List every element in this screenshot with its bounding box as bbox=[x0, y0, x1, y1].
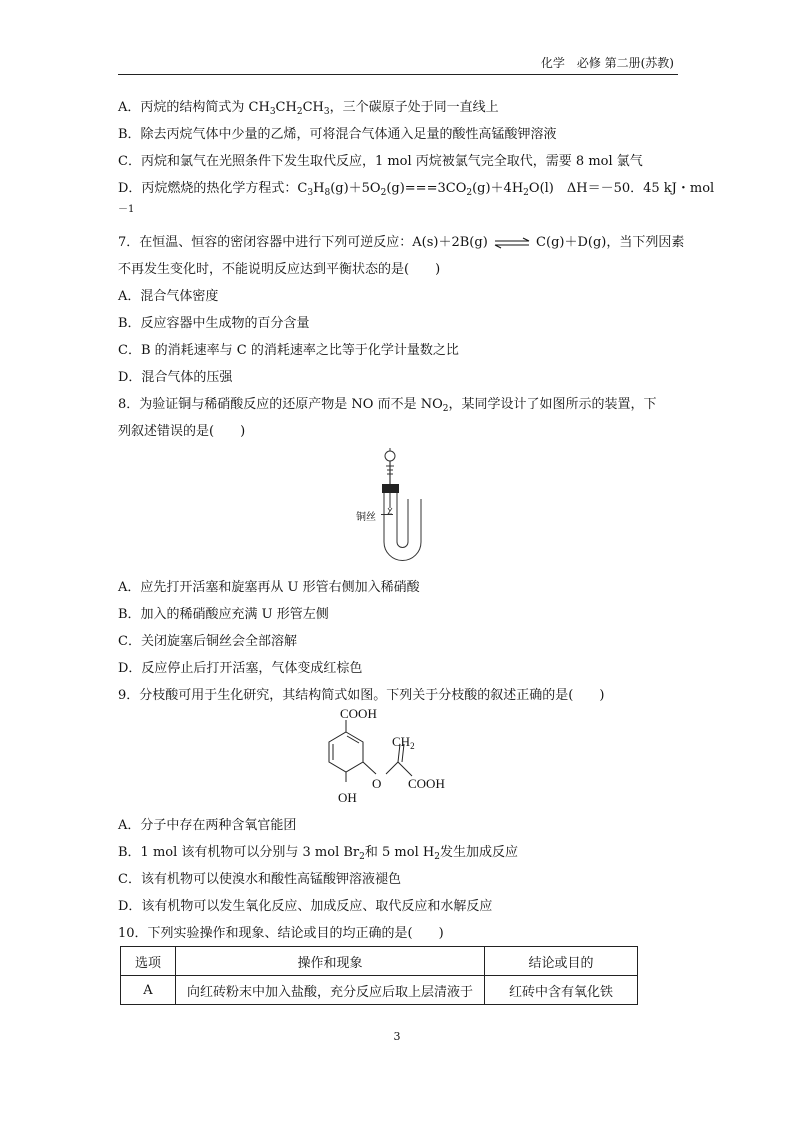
q6-a-text2: CH bbox=[275, 100, 297, 115]
q9-option-b bbox=[118, 841, 518, 862]
q8-stem-part1: 8．为验证铜与稀硝酸反应的还原产物是 NO 而不是 NO bbox=[118, 397, 443, 412]
q7-option-c: C．B 的消耗速率与 C 的消耗速率之比等于化学计量数之比 bbox=[118, 343, 459, 358]
q9-option-a: A．分子中存在两种含氧官能团 bbox=[118, 818, 297, 833]
table-cell: 向红砖粉末中加入盐酸，充分反应后取上层清液于 bbox=[176, 976, 485, 1005]
q7-option-b: B．反应容器中生成物的百分含量 bbox=[118, 316, 310, 331]
q6-d-t6: O(l) ΔH＝－50．45 kJ・mol bbox=[528, 181, 715, 196]
q6-d-t1: D．丙烷燃烧的热化学方程式：C bbox=[118, 181, 308, 196]
q6-option-c: C．丙烷和氯气在光照条件下发生取代反应，1 mol 丙烷被氯气完全取代，需要 8 mol 氯气 bbox=[118, 154, 643, 169]
q9-b-t2: 和 5 mol H bbox=[364, 845, 435, 860]
q6-d-t5: (g)＋4H bbox=[472, 181, 524, 196]
table-cell: A bbox=[121, 976, 176, 1005]
q8-stem-line2: 列叙述错误的是( ) bbox=[118, 424, 246, 439]
ch2-text: CH bbox=[392, 734, 411, 749]
q6-a-text4: ，三个碳原子处于同一直线上 bbox=[329, 100, 499, 115]
q7-stem-part2: C(g)＋D(g)，当下列因素 bbox=[536, 235, 685, 250]
table-header-cell: 操作和现象 bbox=[176, 947, 485, 976]
q6-d-t4: (g)===3CO bbox=[386, 181, 467, 196]
q9-b-s1: 2 bbox=[359, 852, 365, 862]
q9-option-c: C．该有机物可以使溴水和酸性高锰酸钾溶液褪色 bbox=[118, 872, 401, 887]
q6-option-d-continued: －1 bbox=[118, 204, 135, 215]
q6-a-text1: A．丙烷的结构简式为 CH bbox=[118, 100, 270, 115]
q6-d-s3: 2 bbox=[380, 188, 387, 198]
ch2-label bbox=[392, 734, 415, 751]
q6-a-sub3: 3 bbox=[323, 107, 330, 117]
q9-stem: 9．分枝酸可用于生化研究，其结构简式如图。下列关于分枝酸的叙述正确的是( ) bbox=[118, 688, 605, 703]
q6-a-sub1: 3 bbox=[269, 107, 276, 117]
q8-option-b: B．加入的稀硝酸应充满 U 形管左侧 bbox=[118, 607, 329, 622]
q7-stem-part1: 7．在恒温、恒容的密闭容器中进行下列可逆反应：A(s)＋2B(g) bbox=[118, 235, 488, 250]
q8-stem-line1 bbox=[118, 393, 656, 414]
q6-d-s5: 2 bbox=[523, 188, 529, 198]
table-row bbox=[121, 976, 638, 1005]
q8-option-c: C．关闭旋塞后铜丝会全部溶解 bbox=[118, 634, 297, 649]
cooh-top-label: COOH bbox=[340, 706, 377, 721]
q8-option-a: A．应先打开活塞和旋塞再从 U 形管右侧加入稀硝酸 bbox=[118, 580, 420, 595]
q6-option-a bbox=[118, 96, 499, 117]
q6-a-sub2: 2 bbox=[296, 107, 303, 117]
cooh-right-label: COOH bbox=[408, 776, 445, 791]
ether-oxygen-label: O bbox=[372, 776, 382, 791]
q8-stem-sub: 2 bbox=[442, 404, 449, 414]
table-header-row bbox=[121, 947, 638, 976]
q6-option-d bbox=[118, 177, 714, 198]
q6-d-s4: 2 bbox=[466, 188, 473, 198]
q9-b-t1: B．1 mol 该有机物可以分别与 3 mol Br bbox=[118, 845, 360, 860]
q8-option-d: D．反应停止后打开活塞，气体变成红棕色 bbox=[118, 661, 363, 676]
q9-option-d: D．该有机物可以发生氧化反应、加成反应、取代反应和水解反应 bbox=[118, 899, 493, 914]
ch2-sub: 2 bbox=[410, 741, 415, 751]
page-number: 3 bbox=[393, 1030, 401, 1043]
q7-stem-line1 bbox=[118, 231, 684, 250]
q6-d-t2: H bbox=[313, 181, 325, 196]
q9-b-t3: 发生加成反应 bbox=[439, 845, 518, 860]
page-header bbox=[118, 54, 678, 75]
q6-d-s1: 3 bbox=[307, 188, 314, 198]
table-header-cell: 选项 bbox=[121, 947, 176, 976]
q9-b-s2: 2 bbox=[434, 852, 440, 862]
header-text: 化学 必修 第二册(苏教) bbox=[540, 56, 674, 70]
u-tube-apparatus-figure bbox=[352, 444, 432, 564]
q6-a-text3: CH bbox=[302, 100, 324, 115]
q6-option-b: B．除去丙烷气体中少量的乙烯，可将混合气体通入足量的酸性高锰酸钾溶液 bbox=[118, 127, 557, 142]
table-header-cell: 结论或目的 bbox=[485, 947, 638, 976]
q8-stem-part2: ，某同学设计了如图所示的装置，下 bbox=[448, 397, 657, 412]
q10-stem: 10．下列实验操作和现象、结论或目的均正确的是( ) bbox=[118, 926, 444, 941]
q6-d-t3: (g)＋5O bbox=[330, 181, 381, 196]
reversible-arrow-icon bbox=[492, 237, 532, 249]
q7-option-a: A．混合气体密度 bbox=[118, 289, 219, 304]
copper-wire-label: 铜丝 bbox=[356, 512, 376, 523]
q7-stem-line2: 不再发生变化时，不能说明反应达到平衡状态的是( ) bbox=[118, 262, 441, 277]
q6-d-s2: 8 bbox=[324, 188, 331, 198]
table-cell: 红砖中含有氧化铁 bbox=[485, 976, 638, 1005]
oh-label: OH bbox=[338, 790, 357, 805]
copper-wire-pointer bbox=[381, 514, 393, 515]
q7-option-d: D．混合气体的压强 bbox=[118, 370, 233, 385]
q10-table bbox=[120, 946, 638, 1005]
